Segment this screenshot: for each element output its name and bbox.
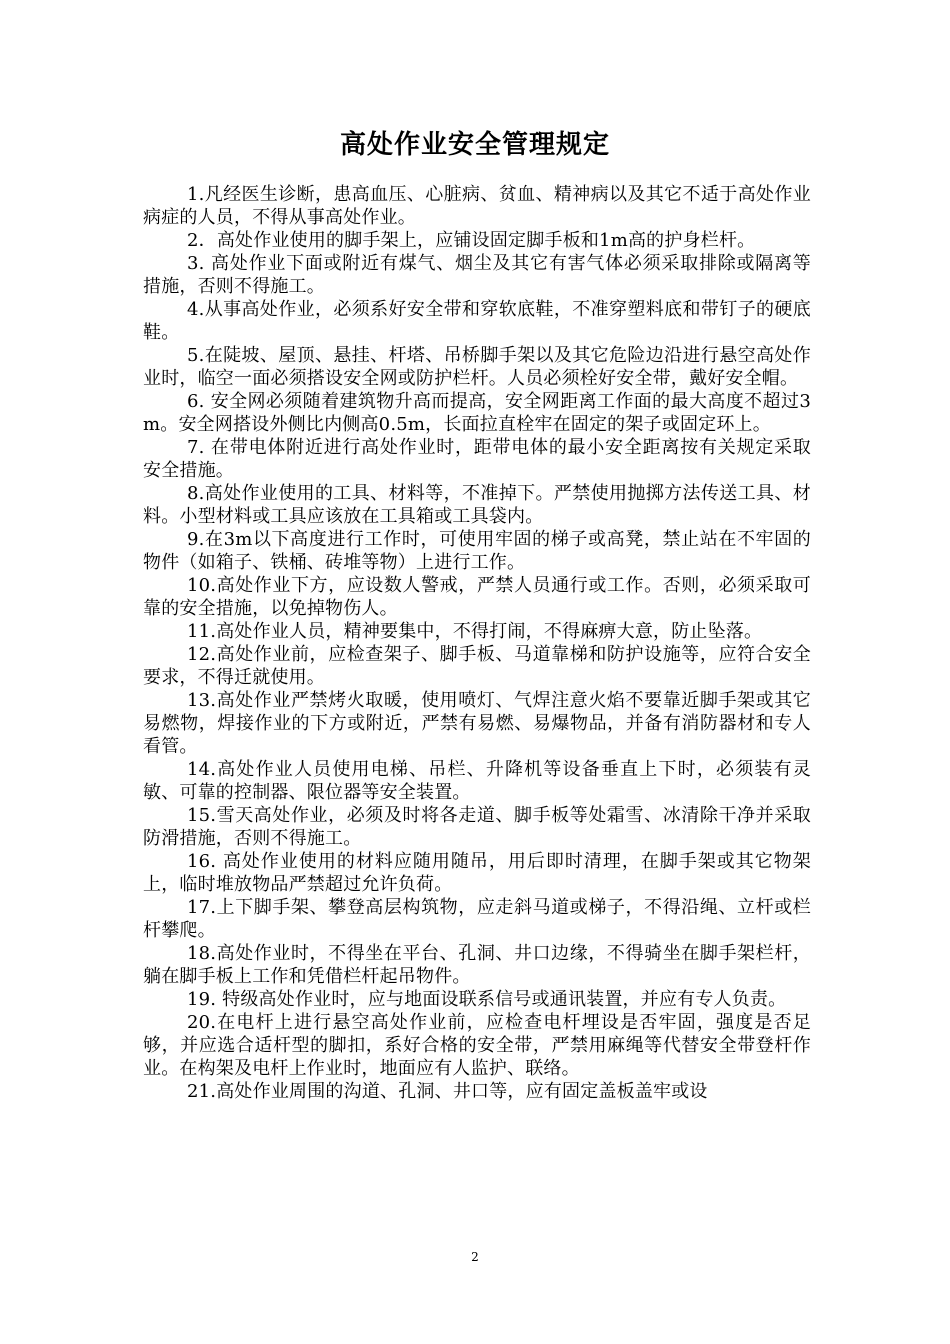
- regulation-item-18: 18.高处作业时，不得坐在平台、孔洞、井口边缘，不得骑坐在脚手架栏杆，躺在脚手板上工作和凭借栏杆起吊物件。: [143, 943, 811, 987]
- regulation-item-15: 15.雪天高处作业，必须及时将各走道、脚手板等处霜雪、冰清除干净并采取防滑措施，否则不得施工。: [143, 805, 811, 849]
- regulation-item-12: 12.高处作业前，应检查架子、脚手板、马道靠梯和防护设施等，应符合安全要求，不得迁就使用。: [143, 644, 811, 688]
- regulation-item-7: 7. 在带电体附近进行高处作业时，距带电体的最小安全距离按有关规定采取安全措施。: [143, 437, 811, 481]
- regulation-item-10: 10.高处作业下方，应设数人警戒，严禁人员通行或工作。否则，必须采取可靠的安全措施，以免掉物伤人。: [143, 575, 811, 619]
- regulation-item-21: 21.高处作业周围的沟道、孔洞、井口等，应有固定盖板盖牢或设: [187, 1081, 708, 1102]
- regulation-item-16: 16. 高处作业使用的材料应随用随吊，用后即时清理，在脚手架或其它物架上，临时堆放物品严禁超过允许负荷。: [143, 851, 811, 895]
- regulation-item-8: 8.高处作业使用的工具、材料等，不准掉下。严禁使用抛掷方法传送工具、材料。小型材料或工具应该放在工具箱或工具袋内。: [143, 483, 811, 527]
- document-title: 高处作业安全管理规定: [339, 130, 610, 160]
- regulation-item-2: 2．高处作业使用的脚手架上，应铺设固定脚手板和1m高的护身栏杆。: [187, 230, 756, 251]
- regulation-item-4: 4.从事高处作业，必须系好安全带和穿软底鞋，不准穿塑料底和带钉子的硬底鞋。: [143, 299, 811, 343]
- page-number: 2: [471, 1250, 479, 1264]
- regulation-item-3: 3. 高处作业下面或附近有煤气、烟尘及其它有害气体必须采取排除或隔离等措施，否则不得施工。: [143, 253, 811, 297]
- regulation-item-1: 1.凡经医生诊断，患高血压、心脏病、贫血、精神病以及其它不适于高处作业病症的人员，不得从事高处作业。: [143, 184, 811, 228]
- regulation-body: [143, 183, 811, 1103]
- regulation-item-5: 5.在陡坡、屋顶、悬挂、杆塔、吊桥脚手架以及其它危险边沿进行悬空高处作业时，临空一面必须搭设安全网或防护栏杆。人员必须栓好安全带，戴好安全帽。: [143, 345, 811, 389]
- regulation-item-6: 6. 安全网必须随着建筑物升高而提高，安全网距离工作面的最大高度不超过3m。安全网搭设外侧比内侧高0.5m，长面拉直栓牢在固定的架子或固定环上。: [143, 391, 811, 435]
- regulation-item-11: 11.高处作业人员，精神要集中，不得打闹，不得麻痹大意，防止坠落。: [187, 621, 763, 642]
- regulation-item-20: 20.在电杆上进行悬空高处作业前，应检查电杆埋设是否牢固，强度是否足够，并应选合适杆型的脚扣，系好合格的安全带，严禁用麻绳等代替安全带登杆作业。在构架及电杆上作业时，地面应有人监护、联络。: [143, 1012, 811, 1079]
- regulation-item-13: 13.高处作业严禁烤火取暖，使用喷灯、气焊注意火焰不要靠近脚手架或其它易燃物，焊接作业的下方或附近，严禁有易燃、易爆物品，并备有消防器材和专人看管。: [143, 690, 811, 757]
- regulation-item-9: 9.在3m以下高度进行工作时，可使用牢固的梯子或高凳，禁止站在不牢固的物件（如箱子、铁桶、砖堆等物）上进行工作。: [143, 529, 811, 573]
- regulation-item-14: 14.高处作业人员使用电梯、吊栏、升降机等设备垂直上下时，必须装有灵敏、可靠的控制器、限位器等安全装置。: [143, 759, 811, 803]
- regulation-item-19: 19. 特级高处作业时，应与地面设联系信号或通讯装置，并应有专人负责。: [187, 989, 787, 1010]
- regulation-item-17: 17.上下脚手架、攀登高层构筑物，应走斜马道或梯子，不得沿绳、立杆或栏杆攀爬。: [143, 897, 811, 941]
